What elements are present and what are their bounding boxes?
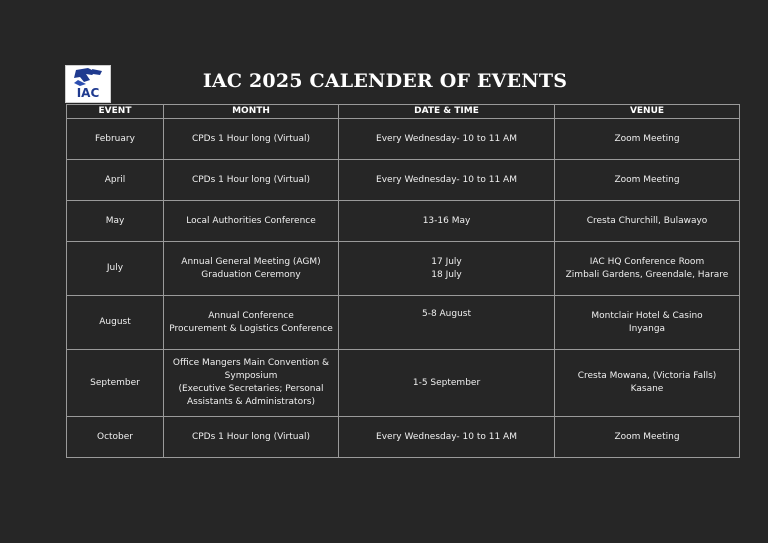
venue-line: Zoom Meeting	[614, 133, 680, 144]
month-cell	[164, 296, 339, 350]
table-row	[67, 160, 740, 201]
date-line: Every Wednesday- 10 to 11 AM	[376, 133, 517, 144]
venue-cell	[555, 242, 740, 296]
month-cell	[164, 160, 339, 201]
venue-cell	[555, 296, 740, 350]
column-header-date-time: DATE & TIME	[339, 105, 555, 119]
date-time-cell	[339, 296, 555, 350]
page-title: IAC 2025 CALENDER OF EVENTS	[202, 70, 568, 92]
month-cell	[164, 242, 339, 296]
month-line: Annual General Meeting (AGM)	[181, 256, 321, 267]
month-line: Local Authorities Conference	[186, 215, 316, 226]
column-header-venue: VENUE	[555, 105, 740, 119]
date-line: Every Wednesday- 10 to 11 AM	[376, 174, 517, 185]
date-line: 1-5 September	[412, 377, 481, 388]
event-cell: May	[67, 201, 164, 242]
table-row	[67, 417, 740, 458]
venue-line: Kasane	[630, 384, 664, 394]
month-cell	[164, 119, 339, 160]
month-cell	[164, 350, 339, 417]
table-row	[67, 119, 740, 160]
venue-line: Cresta Churchill, Bulawayo	[586, 215, 708, 226]
month-cell	[164, 417, 339, 458]
month-line: Graduation Ceremony	[201, 269, 301, 280]
month-line: CPDs 1 Hour long (Virtual)	[191, 133, 311, 144]
month-line: Office Mangers Main Convention &	[172, 358, 330, 368]
table-row	[67, 350, 740, 417]
date-line: 17 July	[431, 256, 462, 267]
column-header-event: EVENT	[67, 105, 164, 119]
event-cell: September	[67, 350, 164, 417]
month-line: CPDs 1 Hour long (Virtual)	[191, 431, 311, 442]
date-line: 13-16 May	[422, 215, 471, 226]
venue-line: Zoom Meeting	[614, 431, 680, 442]
month-line: CPDs 1 Hour long (Virtual)	[191, 174, 311, 185]
month-line: Symposium	[224, 371, 278, 381]
logo-lettering: IAC	[76, 86, 100, 100]
iac-logo-icon	[66, 66, 110, 102]
venue-cell	[555, 350, 740, 417]
date-line: 18 July	[431, 269, 462, 280]
venue-line: Zoom Meeting	[614, 174, 680, 185]
event-cell: October	[67, 417, 164, 458]
date-line: 5-8 August	[421, 309, 472, 319]
date-time-cell	[339, 417, 555, 458]
date-line: Every Wednesday- 10 to 11 AM	[376, 431, 517, 442]
column-header-month: MONTH	[164, 105, 339, 119]
venue-cell	[555, 417, 740, 458]
date-time-cell	[339, 350, 555, 417]
events-table	[66, 104, 740, 458]
month-cell	[164, 201, 339, 242]
month-line: (Executive Secretaries; Personal	[178, 384, 324, 394]
venue-line: Cresta Mowana, (Victoria Falls)	[577, 371, 717, 381]
date-time-cell	[339, 160, 555, 201]
month-line: Procurement & Logistics Conference	[169, 323, 333, 334]
venue-cell	[555, 119, 740, 160]
event-cell: August	[67, 296, 164, 350]
table-row	[67, 201, 740, 242]
date-time-cell	[339, 242, 555, 296]
venue-line: IAC HQ Conference Room	[589, 256, 705, 267]
iac-logo	[65, 65, 111, 103]
date-time-cell	[339, 201, 555, 242]
venue-line: Inyanga	[628, 323, 666, 334]
event-cell: July	[67, 242, 164, 296]
month-line: Annual Conference	[208, 310, 294, 321]
venue-line: Montclair Hotel & Casino	[591, 310, 703, 321]
event-cell: February	[67, 119, 164, 160]
date-time-cell	[339, 119, 555, 160]
venue-line: Zimbali Gardens, Greendale, Harare	[565, 269, 729, 280]
month-line: Assistants & Administrators)	[187, 397, 315, 407]
venue-cell	[555, 201, 740, 242]
venue-cell	[555, 160, 740, 201]
table-header-row	[67, 105, 740, 119]
table-row	[67, 242, 740, 296]
event-cell: April	[67, 160, 164, 201]
table-row	[67, 296, 740, 350]
